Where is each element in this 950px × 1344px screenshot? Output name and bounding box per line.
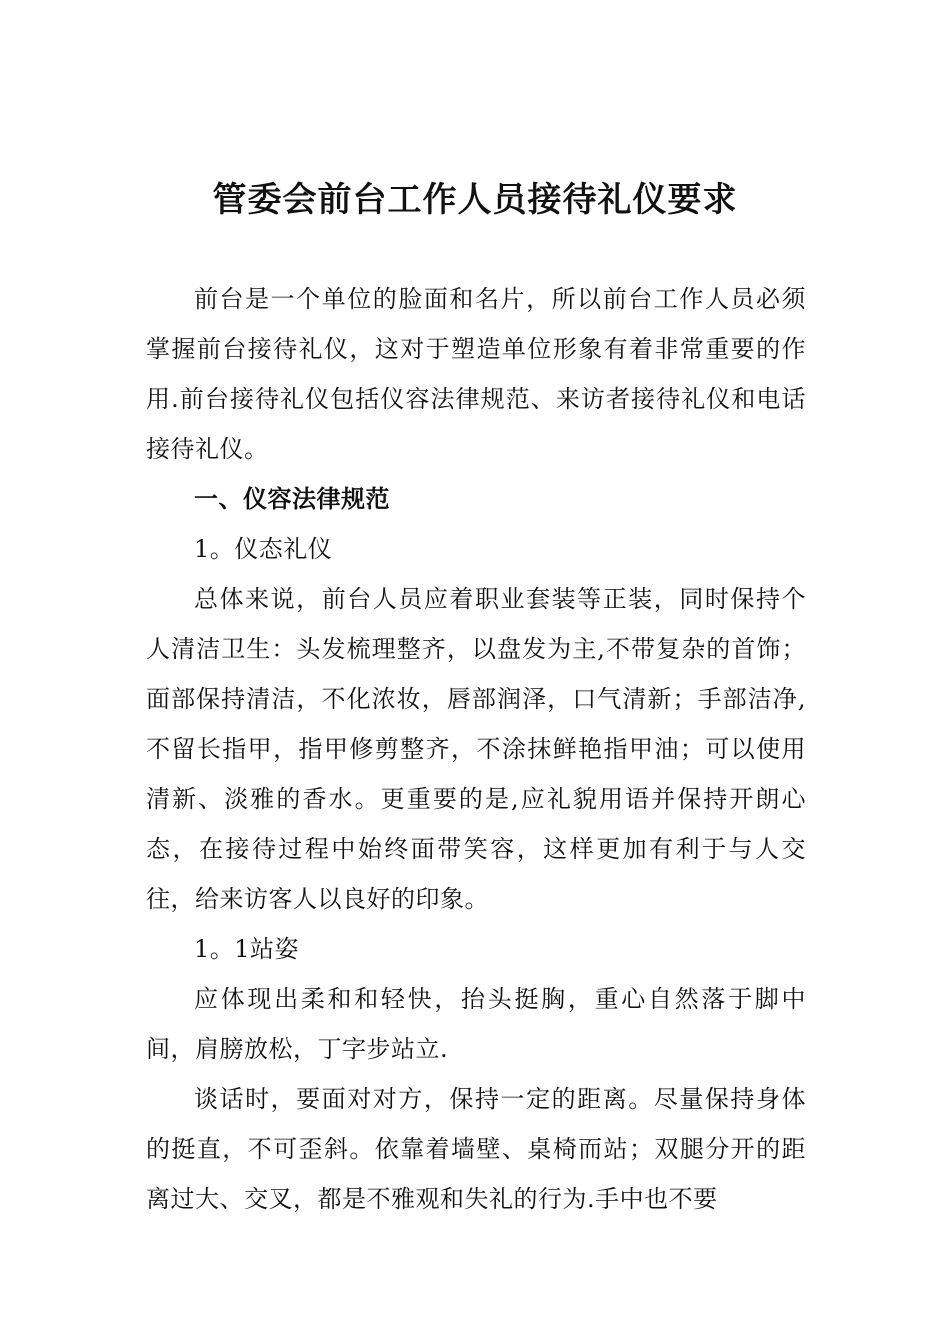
grooming-paragraph: 总体来说，前台人员应着职业套装等正装，同时保持个人清洁卫生：头发梳理整齐，以盘发为主,不带复杂的首饰；面部保持清洁，不化浓妆，唇部润泽，口气清新；手部洁净,不留长指甲，指甲修剪整齐，不涂抹鲜艳指甲油；可以使用清新、淡雅的香水。更重要的是,应礼貌用语并保持开朗心态，在接待过程中始终面带笑容，这样更加有利于与人交往，给来访客人以良好的印象。	[146, 585, 806, 913]
section-heading-appearance: 一、仪容法律规范	[194, 485, 390, 513]
conversation-paragraph: 谈话时，要面对对方，保持一定的距离。尽量保持身体的挺直，不可歪斜。依靠着墙壁、桌椅而站；双腿分开的距离过大、交叉，都是不雅观和失礼的行为.手中也不要	[146, 1085, 806, 1213]
subsection-heading-deportment: 1。仪态礼仪	[194, 535, 333, 563]
subsection-heading-standing: 1。1站姿	[194, 935, 300, 963]
document-title: 管委会前台工作人员接待礼仪要求	[212, 180, 738, 220]
intro-paragraph: 前台是一个单位的脸面和名片，所以前台工作人员必须掌握前台接待礼仪，这对于塑造单位形象有着非常重要的作用.前台接待礼仪包括仪容法律规范、来访者接待礼仪和电话接待礼仪。	[146, 285, 806, 463]
standing-paragraph: 应体现出柔和和轻快，抬头挺胸，重心自然落于脚中间，肩膀放松，丁字步站立.	[146, 985, 806, 1063]
document-body	[146, 274, 806, 1224]
